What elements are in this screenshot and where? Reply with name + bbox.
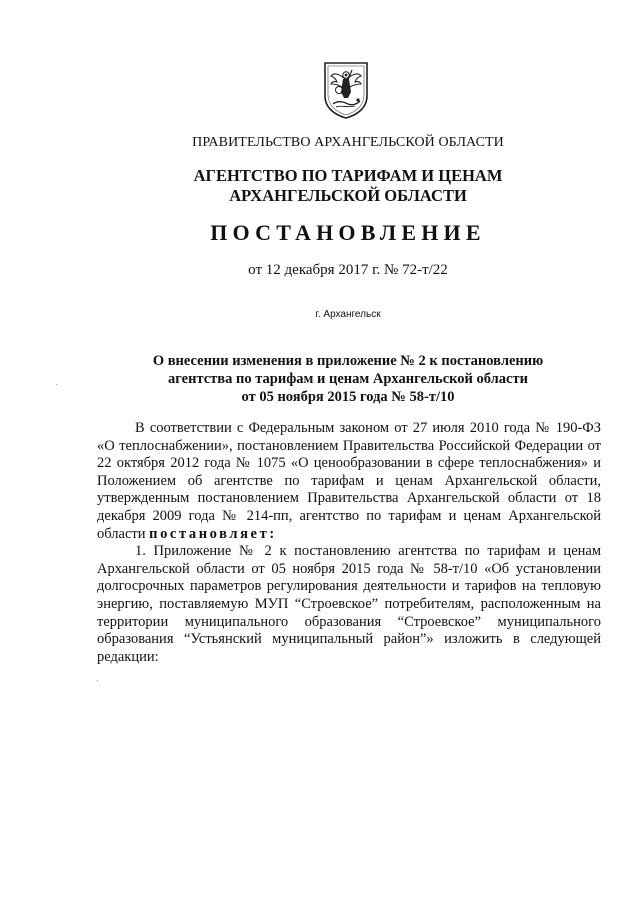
- agency-name-line-1: АГЕНТСТВО ПО ТАРИФАМ И ЦЕНАМ: [193, 166, 503, 185]
- document-date-number: от 12 декабря 2017 г. № 72-т/22: [248, 262, 448, 278]
- document-city: г. Архангельск: [315, 309, 381, 320]
- clause-1-paragraph: 1. Приложение № 2 к постановлению агентства по тарифам и ценам Архангельской области от 05 ноября 2015 года № 58-т/10 «Об установлении долгосрочных параметров регулирования деятельности и тарифов на тепловую энергию, поставляемую МУП “Строевское” потребителям, расположенным на территории муниципального образования “Строевское” муниципального образования “Устьянский муниципальный район”» изложить в следующей редакции:: [97, 543, 601, 665]
- subject-line-1: О внесении изменения в приложение № 2 к постановлению: [152, 353, 544, 369]
- government-name: ПРАВИТЕЛЬСТВО АРХАНГЕЛЬСКОЙ ОБЛАСТИ: [192, 135, 504, 150]
- document-type-title: ПОСТАНОВЛЕНИЕ: [210, 220, 486, 245]
- arkhangelsk-coat-of-arms-icon: [322, 60, 370, 120]
- subject-line-2: агентства по тарифам и ценам Архангельской области: [168, 371, 528, 387]
- agency-name-line-2: АРХАНГЕЛЬСКОЙ ОБЛАСТИ: [229, 186, 467, 205]
- scan-speck: [97, 680, 98, 681]
- preamble-text: В соответствии с Федеральным законом от 27 июля 2010 года № 190-ФЗ «О теплоснабжении», постановлением Правительства Российской Федерации от 22 октября 2012 года № 1075 «О ценообразовании в сфере теплоснабжения» и Положением об агентстве по тарифам и ценам Архангельской области, утвержденным постановлением Правительства Архангельской области от 18 декабря 2009 года № 214-пп, агентство по тарифам и ценам Архангельской области: [97, 420, 601, 542]
- scan-speck: [56, 384, 57, 385]
- subject-line-3: от 05 ноября 2015 года № 58-т/10: [241, 389, 455, 405]
- decree-verb-colon: :: [269, 525, 277, 542]
- document-body: [97, 420, 601, 666]
- preamble-paragraph: [97, 420, 601, 543]
- document-subject: [28, 352, 640, 406]
- decree-verb: постановляет: [149, 525, 270, 542]
- agency-name: [28, 166, 640, 206]
